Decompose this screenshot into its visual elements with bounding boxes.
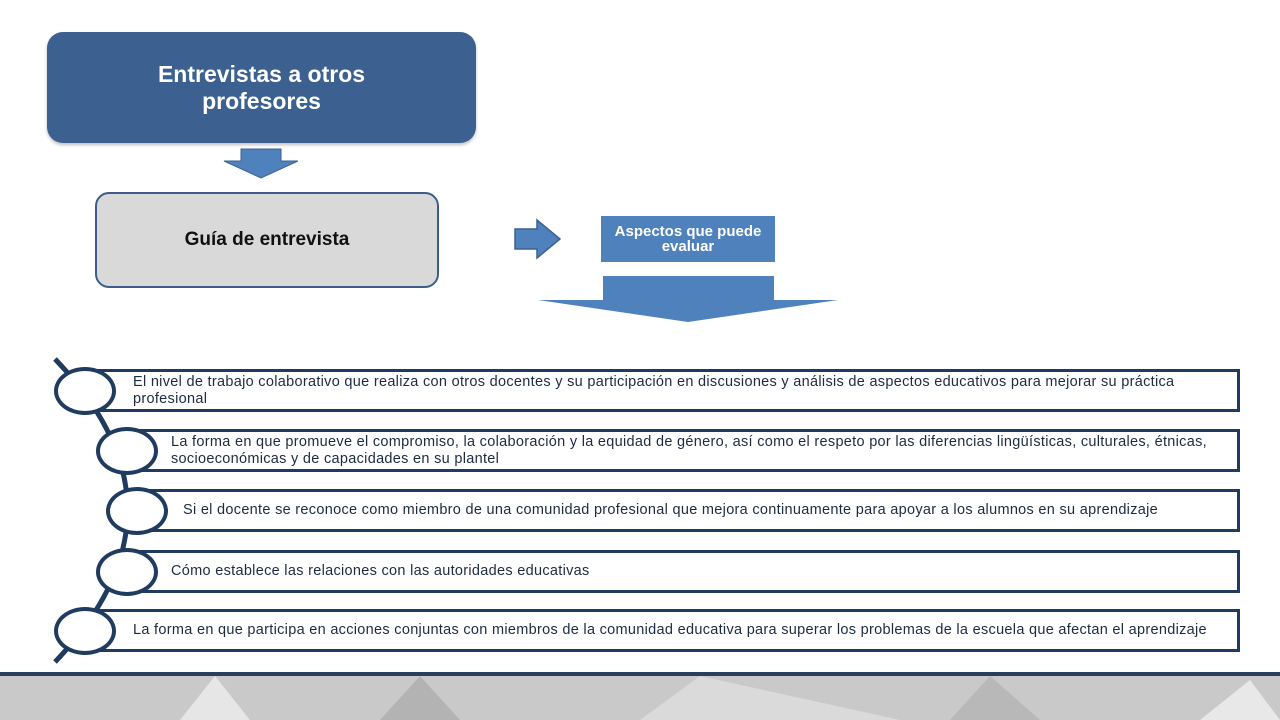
list-item-text: La forma en que participa en acciones conjuntas con miembros de la comunidad educativa para superar los problemas de la escuela que afectan el aprendizaje — [133, 622, 1207, 638]
aspects-text: Aspectos que puede evaluar — [614, 223, 762, 255]
interview-guide-box — [95, 192, 439, 288]
list-item-text: Si el docente se reconoce como miembro de una comunidad profesional que mejora continuamente para apoyar a los alumnos en su aprendizaje — [183, 502, 1159, 518]
list-item — [142, 489, 1240, 532]
list-bullet-circle — [54, 607, 116, 655]
footer-decoration — [0, 672, 1280, 720]
list-bullet-circle — [54, 367, 116, 415]
list-item — [130, 429, 1240, 472]
aspects-box — [601, 216, 775, 262]
list-item — [130, 550, 1240, 593]
list-item-text: Cómo establece las relaciones con las autoridades educativas — [171, 563, 590, 579]
right-arrow-icon — [515, 220, 560, 258]
interview-guide-text: Guía de entrevista — [184, 229, 350, 250]
list-item-text: El nivel de trabajo colaborativo que realiza con otros docentes y su participación en discusiones y análisis de aspectos educativos para mejorar su práctica profesional — [133, 373, 1175, 407]
big-down-arrow-icon — [538, 276, 838, 322]
list-item-text: La forma en que promueve el compromiso, la colaboración y la equidad de género, así como el respeto por las diferencias lingüísticas, culturales, étnicas, socioeconómicas y de capacidades en su plantel — [171, 433, 1207, 467]
interview-title-box — [47, 32, 476, 143]
list-item — [86, 609, 1240, 652]
list-item — [86, 369, 1240, 412]
list-bullet-circle — [106, 487, 168, 535]
list-bullet-circle — [96, 548, 158, 596]
interview-title-text: Entrevistas a otros profesores — [157, 60, 366, 114]
down-arrow-icon — [224, 149, 298, 178]
list-bullet-circle — [96, 427, 158, 475]
